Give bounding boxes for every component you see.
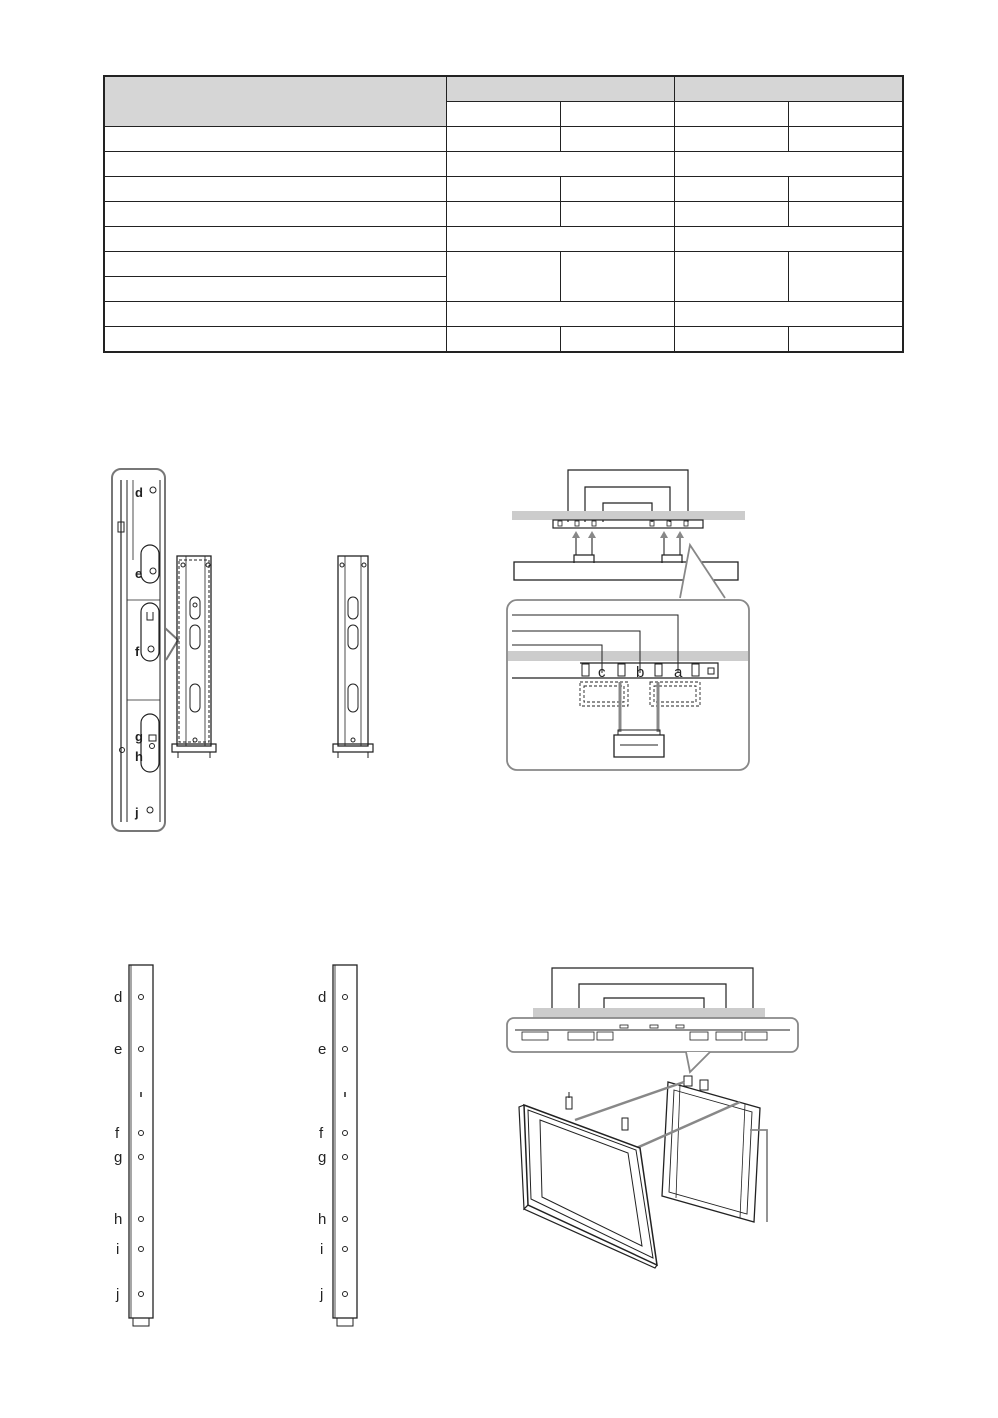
rail-label-h: h [318, 1211, 327, 1228]
rail-left-labels [114, 989, 122, 1303]
wall-strip [512, 511, 745, 520]
hole-label-f: f [135, 644, 140, 659]
rail-label-i: i [116, 1241, 120, 1258]
rail-label-j: j [116, 1286, 120, 1303]
rail-label-d: d [114, 989, 123, 1006]
hole-label-j: j [135, 805, 139, 820]
slot-detail-figure [507, 470, 749, 770]
rail-label-e: e [114, 1041, 123, 1058]
rail-label-f: f [115, 1125, 120, 1142]
slot-label-a: a [674, 664, 683, 681]
slot-label-c: c [598, 664, 606, 681]
hole-label-d: d [135, 485, 143, 500]
mounting-assembly-figure [507, 968, 798, 1268]
hole-label-e: e [135, 566, 143, 581]
callout-hole-labels [134, 485, 143, 820]
hole-label-h: h [135, 749, 143, 764]
mounting-frame [662, 1076, 767, 1222]
bracket-dashed [172, 556, 216, 758]
rail-label-f: f [319, 1125, 324, 1142]
rail-detail-callout [507, 1018, 798, 1052]
rail-label-j: j [320, 1286, 324, 1303]
rail-left [129, 965, 153, 1326]
rail-label-i: i [320, 1241, 324, 1258]
slot-label-b: b [636, 664, 645, 681]
rail-label-g: g [114, 1149, 123, 1166]
bracket-plain [333, 556, 373, 758]
rail-right-labels [318, 989, 326, 1303]
monitor [519, 1092, 657, 1268]
wall-strip [533, 1008, 765, 1018]
rail-label-e: e [318, 1041, 327, 1058]
rail-label-h: h [114, 1211, 123, 1228]
rail-right [333, 965, 357, 1326]
hole-label-g: g [135, 729, 143, 744]
rail-label-d: d [318, 989, 327, 1006]
bracket-callout-figure [112, 469, 373, 831]
rail-label-g: g [318, 1149, 327, 1166]
